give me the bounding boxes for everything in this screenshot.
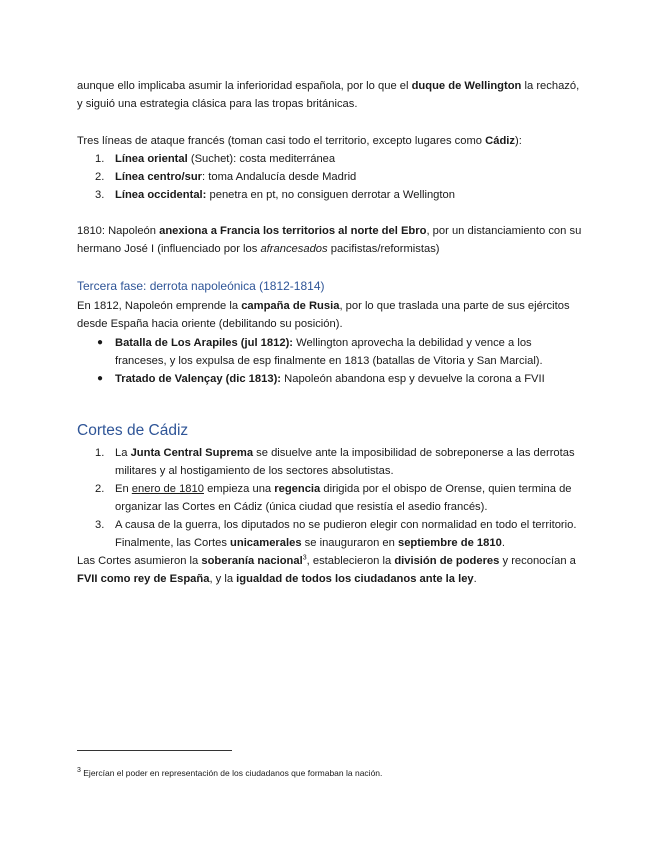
text: (Suchet): costa mediterránea: [187, 153, 336, 165]
footnote-ref[interactable]: 3: [302, 554, 307, 562]
footnote: [77, 767, 382, 779]
underlined-text: enero de 1810: [131, 483, 204, 495]
text: , establecieron la: [306, 555, 395, 567]
heading-cortes-de-cadiz: Cortes de Cádiz: [77, 422, 189, 439]
text: .: [473, 573, 477, 585]
paragraph-lineas-intro: [77, 132, 582, 150]
list-item: [77, 168, 582, 186]
footnote-number: 3: [77, 766, 81, 774]
bold-text: soberanía nacional: [201, 555, 303, 567]
bold-text: Batalla de Los Arapiles (jul 1812):: [115, 337, 294, 349]
list-number: 1.: [95, 153, 105, 165]
bold-text: Junta Central Suprema: [130, 447, 254, 459]
paragraph-rusia: [77, 297, 582, 333]
text: y reconocían a: [499, 555, 576, 567]
bold-text: Línea centro/sur: [115, 171, 203, 183]
text: En: [115, 483, 132, 495]
footnote-text: Ejercían el poder en representación de los ciudadanos que formaban la nación.: [80, 767, 383, 778]
list-number: 2.: [95, 171, 105, 183]
bold-text: igualdad de todos los ciudadanos ante la ley: [236, 573, 474, 585]
text: pacifistas/reformistas): [327, 243, 440, 255]
footnote-divider: [77, 750, 232, 751]
text: A causa de la guerra, los diputados no se pudieron elegir con normalidad en todo el territorio. Finalmente, las Cortes: [115, 519, 577, 549]
fase3-bullets: [77, 334, 582, 388]
list-item: [77, 444, 582, 480]
text: , por un distanciamiento con su hermano José I (influenciado por los: [77, 225, 582, 255]
list-item: [77, 150, 582, 168]
list-number: 1.: [95, 447, 105, 459]
paragraph-1810: [77, 222, 582, 258]
list-number: 3.: [95, 189, 105, 201]
text: : toma Andalucía desde Madrid: [202, 171, 357, 183]
paragraph-wellington: [77, 77, 582, 113]
text: La: [115, 447, 131, 459]
text: aunque ello implicaba asumir la inferioridad española, por lo que el: [77, 80, 412, 92]
list-number: 2.: [95, 483, 105, 495]
list-item: [77, 334, 582, 370]
bold-text: unicamerales: [230, 537, 302, 549]
list-item: [77, 516, 582, 552]
text: .: [501, 537, 505, 549]
text: , y la: [209, 573, 237, 585]
text: Wellington aprovecha la debilidad y vence a los franceses, y los expulsa de esp finalmente en 1813 (batallas de Vitoria y San Marcial).: [115, 337, 543, 367]
text: la rechazó, y siguió una estrategia clásica para las tropas británicas.: [77, 80, 580, 110]
bold-text: campaña de Rusia: [241, 300, 340, 312]
text: En 1812, Napoleón emprende la: [77, 300, 242, 312]
list-item: [77, 480, 582, 516]
bold-text: anexiona a Francia los territorios al norte del Ebro: [159, 225, 427, 237]
list-item: [77, 186, 582, 204]
text: 1810: Napoleón: [77, 225, 160, 237]
text: dirigida por el obispo de Orense, quien termina de organizar las Cortes en Cádiz (única ciudad que resistía el asedio francés).: [115, 483, 572, 513]
bold-text: duque de Wellington: [411, 80, 522, 92]
bold-text: Línea oriental: [115, 153, 188, 165]
bold-text: división de poderes: [394, 555, 500, 567]
bullet-icon: ●: [97, 373, 104, 384]
bullet-icon: ●: [97, 337, 104, 348]
heading-tercera-fase: Tercera fase: derrota napoleónica (1812-1814): [77, 279, 325, 293]
paragraph-cortes-final: [77, 552, 582, 588]
list-number: 3.: [95, 519, 105, 531]
text: empieza una: [203, 483, 275, 495]
text: penetra en pt, no consiguen derrotar a Wellington: [206, 189, 455, 201]
text: se inauguraron en: [301, 537, 398, 549]
text: Las Cortes asumieron la: [77, 555, 202, 567]
bold-text: septiembre de 1810: [397, 537, 502, 549]
bold-text: Línea occidental:: [115, 189, 207, 201]
bold-text: Cádiz: [485, 135, 515, 147]
lineas-list: [77, 150, 582, 204]
text: Tres líneas de ataque francés (toman casi todo el territorio, excepto lugares como: [77, 135, 486, 147]
bold-text: regencia: [274, 483, 321, 495]
bold-text: FVII como rey de España: [77, 573, 210, 585]
text: ):: [514, 135, 522, 147]
cortes-list: [77, 444, 582, 552]
text: Napoleón abandona esp y devuelve la corona a FVII: [281, 373, 545, 385]
bold-text: Tratado de Valençay (dic 1813):: [115, 373, 282, 385]
text: se disuelve ante la imposibilidad de sobreponerse a las derrotas militares y al hostigamiento de los sectores absolutistas.: [115, 447, 575, 477]
text: , por lo que traslada una parte de sus ejércitos desde España hacia oriente (debilitando su posición).: [77, 300, 570, 330]
list-item: [77, 370, 582, 388]
italic-text: afrancesados: [260, 243, 328, 255]
